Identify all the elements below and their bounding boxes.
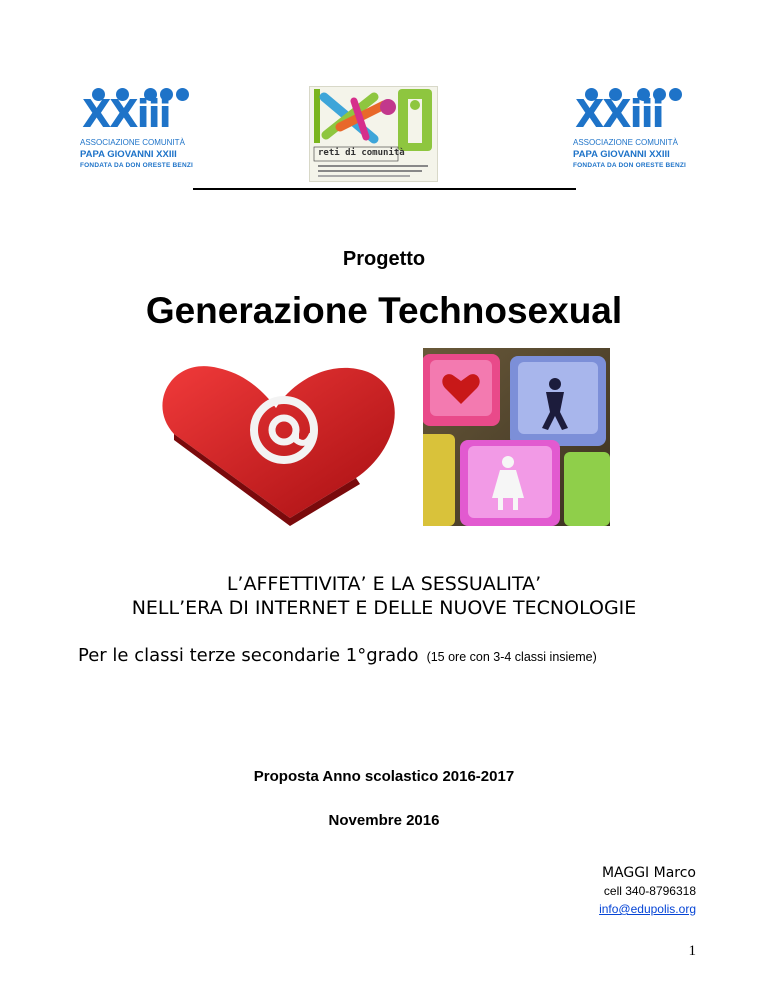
target-detail-text: (15 ore con 3-4 classi insieme) <box>426 650 597 664</box>
header-divider <box>193 188 576 190</box>
contact-name: MAGGI Marco <box>601 865 696 881</box>
hero-illustration <box>160 348 610 526</box>
target-main-text: Per le classi terze secondarie 1°grado <box>78 645 419 666</box>
heart-keyboard-image-icon <box>160 348 610 526</box>
contact-email-link[interactable]: info@edupolis.org <box>599 902 696 916</box>
logo-line-founder: FONDATA DA DON ORESTE BENZI <box>80 162 194 169</box>
reti-logo-graphic-icon <box>310 87 437 181</box>
document-title: Generazione Technosexual <box>145 290 623 331</box>
logo-line-name: PAPA GIOVANNI XXIII <box>80 149 177 160</box>
logo-line-founder: FONDATA DA DON ORESTE BENZI <box>573 162 687 169</box>
proposal-line: Proposta Anno scolastico 2016-2017 <box>253 768 515 785</box>
logo-wordmark: XXiii <box>575 92 663 136</box>
logo-line-name: PAPA GIOVANNI XXIII <box>573 149 670 160</box>
logo-line-association: ASSOCIAZIONE COMUNITÀ <box>573 138 678 147</box>
subtitle-line-1: L’AFFETTIVITA’ E LA SESSUALITA’ <box>226 573 542 595</box>
logo-line-association: ASSOCIAZIONE COMUNITÀ <box>80 138 185 147</box>
contact-phone: cell 340-8796318 <box>603 884 696 898</box>
logo-wordmark: XXiii <box>82 92 170 136</box>
page-number: 1 <box>688 943 696 959</box>
contact-block <box>599 864 696 918</box>
subtitle-line-2: NELL’ERA DI INTERNET E DELLE NUOVE TECNOLOGIE <box>131 597 637 619</box>
document-subtitle <box>0 572 768 620</box>
associazione-logo-left <box>80 88 192 174</box>
target-audience <box>78 645 597 666</box>
document-label: Progetto <box>342 248 426 270</box>
associazione-logo-right <box>573 88 685 174</box>
document-date: Novembre 2016 <box>328 812 440 829</box>
reti-logo-label: reti di comunità <box>318 148 405 158</box>
reti-di-comunita-logo <box>309 86 438 182</box>
